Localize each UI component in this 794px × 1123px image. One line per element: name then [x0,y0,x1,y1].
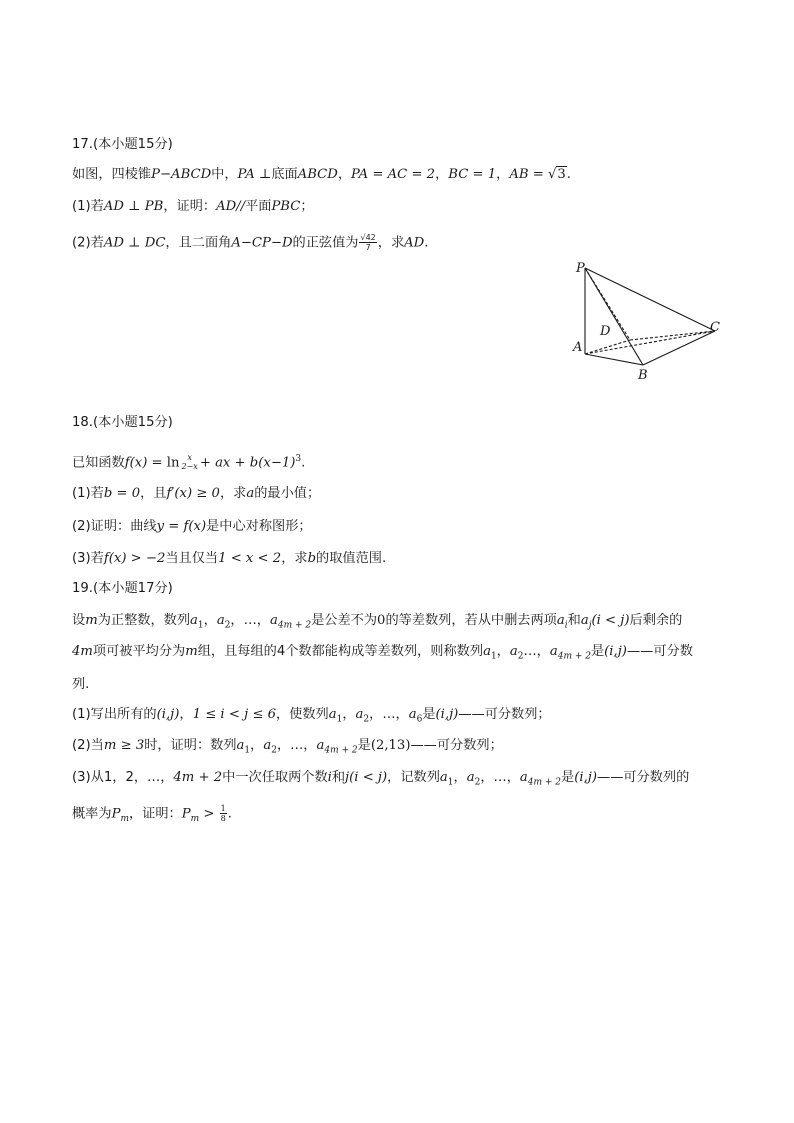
pyramid-figure [570,258,730,383]
q18-part2: (2)证明：曲线y = f(x)是中心对称图形； [72,519,312,534]
q18-part3: (3)若f(x) > −2当且仅当1 < x < 2，求b的取值范围. [72,551,387,566]
q19-header: 19.(本小题17分) [72,581,173,596]
label-b: B [638,368,648,383]
q17-part2: (2)若AD ⊥ DC，且二面角A−CP−D的正弦值为 $\frac{√42}{7}$ ，求AD. [72,233,429,252]
label-d: D [600,324,611,339]
one-eighth-fraction: $\frac{1}{8}$ [220,804,226,823]
q19-part3-cont: 概率为$P_m$，证明：$P_m$ > $\frac{1}{8}$ . [72,804,232,825]
q17-stem: 如图，四棱锥P−ABCD中，PA ⊥底面ABCD，PA = AC = 2，BC = 1，AB = √3. [72,167,571,182]
q19-part1: (1)写出所有的(i,j)，1 ≤ i < j ≤ 6，使数列$a_1$，$a_2$，…，$a_6$是(i,j)——可分数列； [72,707,551,725]
label-a: A [573,340,583,355]
q18-part1: (1)若b = 0，且f′(x) ≥ 0，求a的最小值； [72,486,321,501]
q19-stem-line3: 列. [72,677,90,692]
q17-header: 17.(本小题15分) [72,137,173,152]
q18-stem: 已知函数f(x) = ln x 2−x + ax + $b(x-1)^3$. [72,453,306,472]
q19-stem-line1: 设m为正整数，数列$a_1$，$a_2$，…，$a_{4m + 2}$是公差不为0的等差数列，若从中删去两项$a_i$和$a_j(i < j)$后剩余的 [72,613,683,631]
label-p: P [576,261,585,276]
q18-header: 18.(本小题15分) [72,415,173,430]
q17-part1: (1)若AD ⊥ PB，证明：AD//平面PBC； [72,199,314,214]
q19-part3: (3)从1，2，…，4m + 2中一次任取两个数i和j(i < j)，记数列$a_1$，$a_2$，…，$a_{4m + 2}$是(i,j)——可分数列的 [72,770,690,788]
q19-part2: (2)当m ≥ 3时，证明：数列$a_1$，$a_2$，…，$a_{4m + 2}$是(2,13)——可分数列； [72,738,503,756]
q19-stem-line2: 4m项可被平均分为m组，且每组的4个数都能构成等差数列，则称数列$a_1$，$a_2\dots$，$a_{4m + 2}$是(i,j)——可分数 [72,644,693,662]
sine-value-fraction: $\frac{√42}{7}$ [360,233,376,252]
label-c: C [710,320,720,335]
